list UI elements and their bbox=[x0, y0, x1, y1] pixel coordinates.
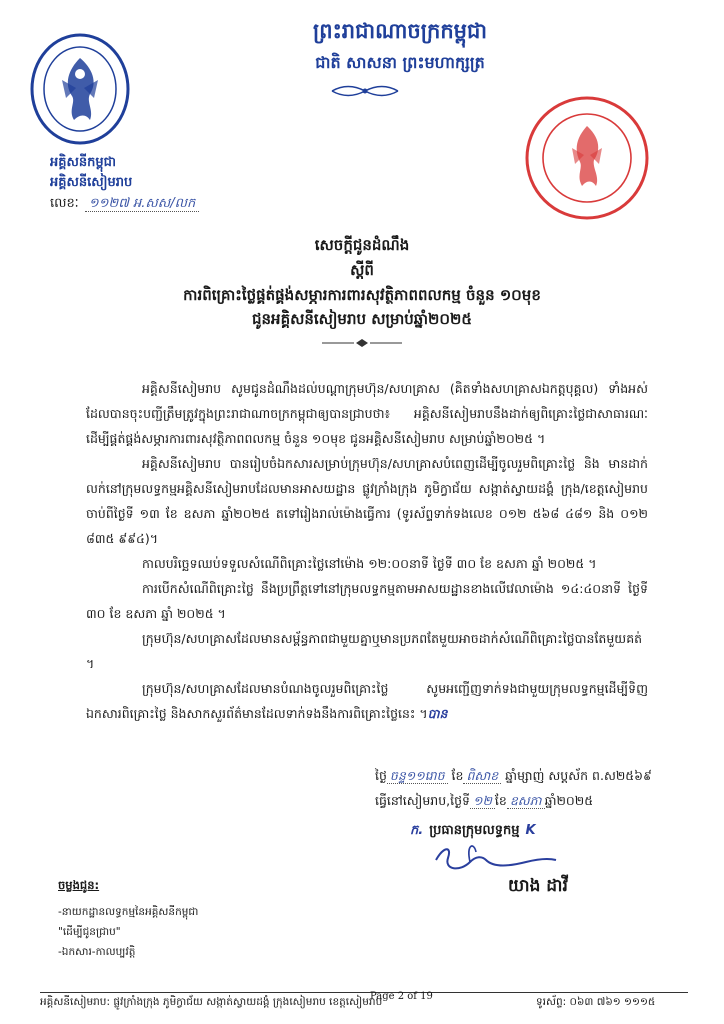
lunar-date-line bbox=[375, 768, 652, 787]
lunar-year-suffix: ឆ្នាំម្សាញ់ សប្តស័ក ព.ស២៥៦៩ bbox=[505, 768, 652, 783]
lunar-day-prefix: ថ្ងៃ bbox=[375, 768, 387, 783]
national-motto: ជាតិ សាសនា ព្រះមហាក្សត្រ bbox=[315, 53, 485, 72]
body-paragraph-2: អគ្គិសនីសៀមរាប បានរៀបចំឯកសារសម្រាប់ក្រុមហ៊ុន/សហគ្រាសបំពេញដើម្បីចូលរួមពិគ្រោះថ្លៃ និង មានដាក់លក់នៅក្រុមលទ្ធកម្មអគ្គិសនីសៀមរាបដែលមានអាសយដ្ឋាន ផ្លូវក្រាំងក្រុង ភូមិក្វាជ័យ សង្កាត់ស្វាយដង្គំ ក្រុង/ខេត្តសៀមរាប ចាប់ពីថ្ងៃទី ១៣ ខែ ឧសភា ឆ្នាំ២០២៥ តទៅរៀងរាល់ម៉ោងធ្វើការ (ទូរស័ព្ទទាក់ទងលេខ ០១២ ៥៦៨ ៤៨១ និង ០១២ ៨៣៥ ៩៩៤)។ bbox=[86, 456, 648, 546]
lunar-month-value: ពិសាខ bbox=[463, 768, 501, 784]
lunar-day-value: ចន្ទ១១រោច bbox=[387, 768, 448, 784]
title-divider-icon bbox=[320, 337, 404, 349]
ornament-divider-icon bbox=[330, 82, 400, 100]
body-paragraph-3: កាលបរិច្ឆេទឈប់ទទួលសំណើពិគ្រោះថ្លៃនៅម៉ោង ១២:០០នាទី ថ្ងៃទី ៣០ ខែ ឧសភា ឆ្នាំ ២០២៥ ។ bbox=[142, 556, 597, 571]
official-red-stamp-icon bbox=[512, 92, 662, 224]
kingdom-heading: ព្រះរាជាណាចក្រកម្ពុជា bbox=[312, 19, 487, 43]
body-paragraph-4: ការបើកសំណើពិគ្រោះថ្លៃ នឹងប្រព្រឹត្តទៅនៅក្រុមលទ្ធកម្មតាមអាសយដ្ឋានខាងលើវេលាម៉ោង ១៤:៤០នាទី ថ្ងៃទី ៣០ ខែ ឧសភា ឆ្នាំ ២០២៥ ។ bbox=[86, 581, 648, 621]
issue-place-prefix: ធ្វើនៅសៀមរាប,ថ្ងៃទី bbox=[375, 793, 470, 808]
footer-address: អគ្គិសនីសៀមរាប: ផ្លូវក្រាំងក្រុង ភូមិក្វាជ័យ សង្កាត់ស្វាយដង្គំ ក្រុងសៀមរាប ខេត្តសៀមរាប bbox=[40, 996, 383, 1008]
role-handwritten-mark: ក. bbox=[410, 823, 424, 838]
org-name-branch: អគ្គិសនីសៀមរាប bbox=[50, 175, 133, 190]
cc-title: ចម្លងជូន: bbox=[58, 878, 100, 892]
footer-divider bbox=[40, 992, 688, 993]
issue-month-value: ឧសភា bbox=[507, 793, 545, 809]
handwritten-mark: បាន bbox=[427, 706, 448, 721]
notice-title: សេចក្តីជូនដំណឹង bbox=[314, 236, 410, 254]
org-name-national: អគ្គិសនីកម្ពុជា bbox=[50, 155, 117, 170]
reference-value: ១១២៧ អ.សស/លក bbox=[85, 196, 199, 212]
cc-item: "ដើម្បីជូនជ្រាប" bbox=[58, 926, 121, 938]
issue-year-label: ឆ្នាំ២០២៥ bbox=[544, 793, 594, 808]
signatory-name: យាង ដាវី bbox=[508, 876, 568, 896]
body-paragraph-6: ក្រុមហ៊ុន/សហគ្រាសដែលមានបំណងចូលរួមពិគ្រោះថ្លៃ សូមអញ្ជើញទាក់ទងជាមួយក្រុមលទ្ធកម្មដើម្បីទិញឯកសារពិគ្រោះថ្លៃ និងសាកសួរព័ត៌មានដែលទាក់ទងនឹងការពិគ្រោះថ្លៃនេះ ។ bbox=[86, 681, 648, 721]
cc-item: -នាយកដ្ឋានលទ្ធកម្មនៃអគ្គិសនីកម្ពុជា bbox=[58, 906, 199, 918]
role-handwritten-mark-2: K bbox=[525, 823, 536, 838]
role-title: ប្រធានក្រុមលទ្ធកម្ម bbox=[429, 823, 520, 838]
body-paragraph-6-wrap bbox=[86, 676, 648, 726]
edc-logo-icon bbox=[28, 30, 132, 148]
reference-number bbox=[50, 195, 199, 214]
issue-month-label: ខែ bbox=[494, 793, 507, 808]
notice-subject-line1: ការពិគ្រោះថ្លៃផ្គត់ផ្គង់សម្ភារការពារសុវត្ថិភាពពលកម្ម ចំនួន ១០មុខ bbox=[183, 286, 541, 304]
handwritten-signature-icon bbox=[430, 838, 560, 878]
issue-date-line bbox=[375, 793, 593, 812]
body-paragraph-1: អគ្គិសនីសៀមរាប សូមជូនដំណឹងដល់បណ្តាក្រុមហ៊ុន/សហគ្រាស (គិតទាំងសហគ្រាសឯកត្តបុគ្គល) ទាំងអស់ដែលបានចុះបញ្ជីត្រឹមត្រូវក្នុងព្រះរាជាណាចក្រកម្ពុជាឲ្យបានជ្រាបថា៖ អគ្គិសនីសៀមរាបនឹងដាក់ឲ្យពិគ្រោះថ្លៃជាសាធារណៈដើម្បីផ្គត់ផ្គង់សម្ភារការពារសុវត្ថិភាពពលកម្ម ចំនួន ១០មុខ ជូនអគ្គិសនីសៀមរាប សម្រាប់ឆ្នាំ២០២៥ ។ bbox=[86, 381, 648, 446]
cc-item: -ឯកសារ-កាលប្បវត្តិ bbox=[58, 946, 136, 958]
body-paragraph-5: ក្រុមហ៊ុន/សហគ្រាសដែលមានសម្ព័ន្ធភាពជាមួយគ្នាឬមានប្រភពតែមួយអាចដាក់សំណើពិគ្រោះថ្លៃបានតែមួយគត់ ។ bbox=[86, 631, 643, 671]
lunar-month-prefix: ខែ bbox=[451, 768, 464, 783]
notice-body bbox=[86, 376, 648, 726]
notice-subject-line2: ជូនអគ្គិសនីសៀមរាប សម្រាប់ឆ្នាំ២០២៥ bbox=[252, 310, 472, 328]
footer-phone: ទូរស័ព្ទ: ០៦៣ ៧៦១ ១១១៥ bbox=[536, 996, 656, 1008]
page-number: Page 2 of 19 bbox=[370, 991, 433, 1002]
issue-day-value: ១២ bbox=[470, 793, 495, 809]
notice-subject-label: ស្តីពី bbox=[350, 261, 374, 279]
reference-label: លេខៈ bbox=[50, 196, 79, 211]
